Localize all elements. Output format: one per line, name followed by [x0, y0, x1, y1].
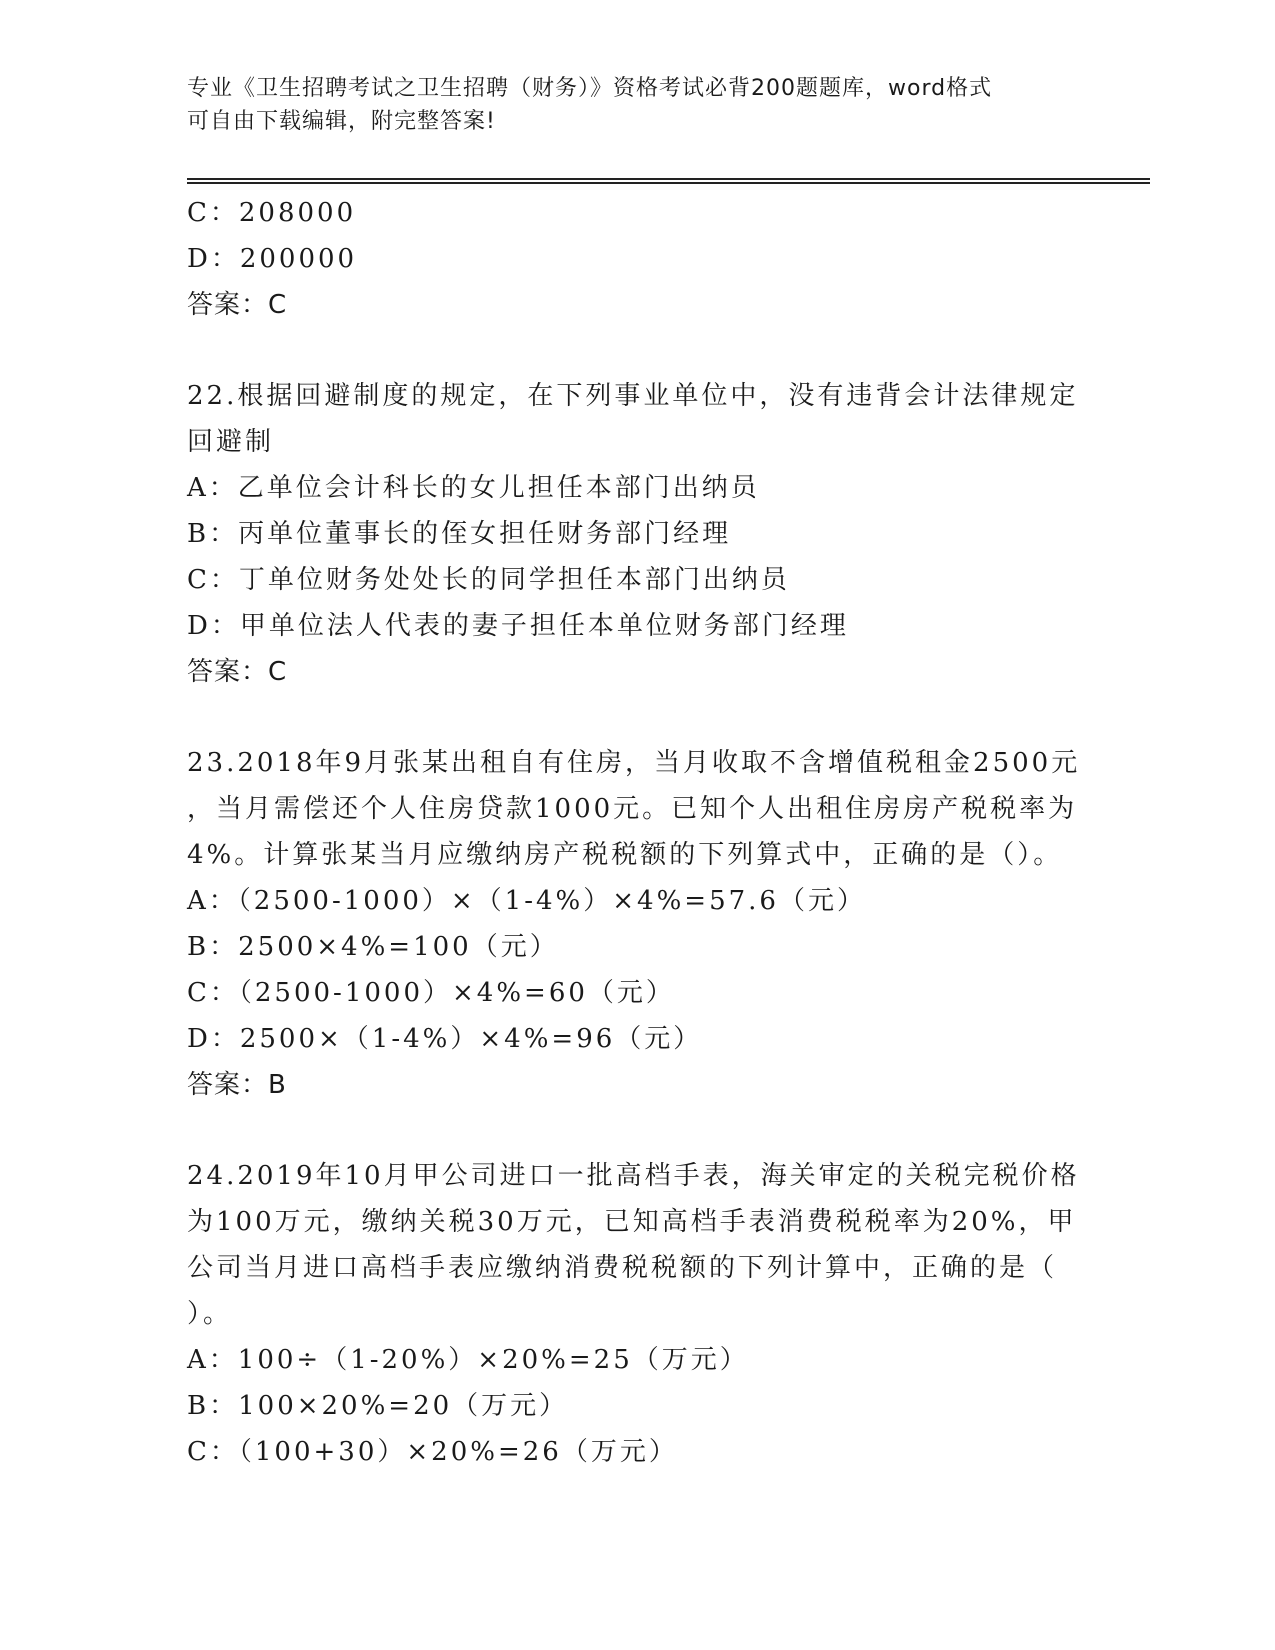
question-stem: ，当月需偿还个人住房贷款1000元。已知个人出租住房房产税税率为	[187, 794, 1078, 824]
option-b: B：2500×4%=100（元）	[187, 932, 559, 962]
answer: 答案：B	[187, 1070, 287, 1100]
option-d: D：甲单位法人代表的妻子担任本单位财务部门经理	[187, 611, 849, 641]
question-21-tail	[187, 190, 1087, 328]
answer: 答案：C	[187, 657, 288, 687]
question-23	[187, 740, 1087, 1108]
question-stem: ）。	[187, 1299, 233, 1329]
option-b: B：100×20%=20（万元）	[187, 1391, 569, 1421]
header-line-2: 可自由下载编辑，附完整答案!	[187, 109, 496, 134]
question-24	[187, 1153, 1087, 1475]
option-c: C：（100+30）×20%=26（万元）	[187, 1437, 678, 1467]
option-c: C：丁单位财务处处长的同学担任本部门出纳员	[187, 565, 790, 595]
option-a: A：乙单位会计科长的女儿担任本部门出纳员	[187, 473, 760, 503]
header-line-1: 专业《卫生招聘考试之卫生招聘（财务）》资格考试必背200题题库，word格式	[187, 76, 993, 101]
option-a: A：100÷（1-20%）×20%=25（万元）	[187, 1345, 749, 1375]
spacer	[187, 328, 1087, 373]
document-header	[187, 72, 1067, 138]
question-stem: 22.根据回避制度的规定，在下列事业单位中，没有违背会计法律规定	[187, 381, 1079, 411]
header-divider-top	[187, 178, 1150, 180]
question-stem: 回避制	[187, 427, 275, 457]
question-22	[187, 373, 1087, 695]
question-stem: 4%。计算张某当月应缴纳房产税税额的下列算式中，正确的是（）。	[187, 840, 1063, 870]
option-c: C：（2500-1000）×4%=60（元）	[187, 978, 675, 1008]
question-stem: 公司当月进口高档手表应缴纳消费税税额的下列计算中，正确的是（	[187, 1253, 1058, 1283]
option-d: D：200000	[187, 244, 358, 274]
document-body	[187, 190, 1087, 1475]
answer: 答案：C	[187, 290, 288, 320]
spacer	[187, 695, 1087, 740]
question-stem: 24.2019年10月甲公司进口一批高档手表，海关审定的关税完税价格	[187, 1161, 1080, 1191]
question-stem: 为100万元，缴纳关税30万元，已知高档手表消费税税率为20%，甲	[187, 1207, 1077, 1237]
question-stem: 23.2018年9月张某出租自有住房，当月收取不含增值税租金2500元	[187, 748, 1081, 778]
option-a: A：（2500-1000）×（1-4%）×4%=57.6（元）	[187, 886, 866, 916]
spacer	[187, 1108, 1087, 1153]
header-divider-bottom	[187, 182, 1150, 184]
option-c: C：208000	[187, 198, 357, 228]
option-b: B：丙单位董事长的侄女担任财务部门经理	[187, 519, 732, 549]
option-d: D：2500×（1-4%）×4%=96（元）	[187, 1024, 703, 1054]
